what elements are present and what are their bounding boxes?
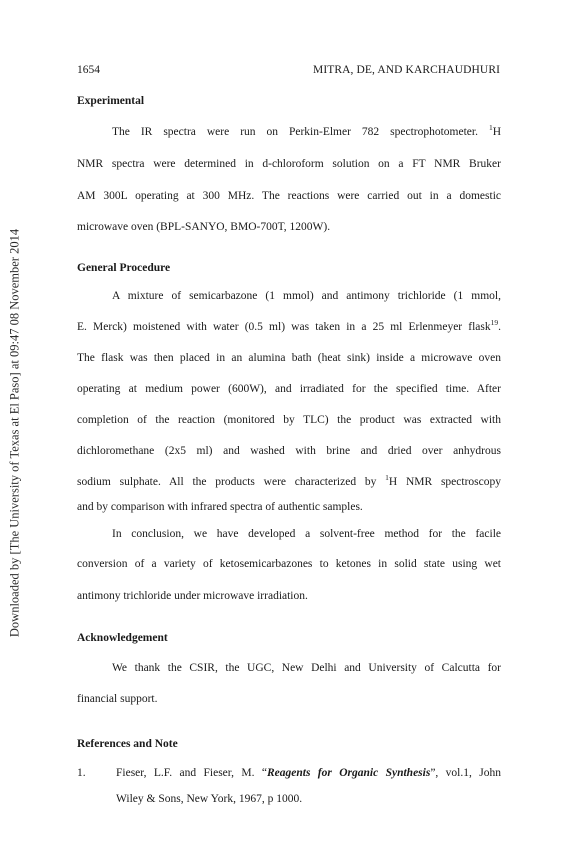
experimental-line: AM 300L operating at 300 MHz. The reactions were carried out in a domestic [77, 190, 501, 202]
procedure-line: sodium sulphate. All the products were characterized by $^1$H NMR spectroscopy [77, 473, 501, 488]
procedure-line: operating at medium power (600W), and irradiated for the specified time. After [77, 383, 501, 395]
download-note: Downloaded by [The University of Texas at El Paso] at 09:47 08 November 2014 [7, 228, 22, 638]
procedure-line: The flask was then placed in an alumina bath (heat sink) inside a microwave oven [77, 352, 501, 364]
procedure-line: A mixture of semicarbazone (1 mmol) and antimony trichloride (1 mmol, [112, 290, 501, 302]
general-procedure-heading: General Procedure [77, 262, 171, 274]
acknowledgement-line: financial support. [77, 693, 158, 705]
experimental-line: The IR spectra were run on Perkin-Elmer 782 spectrophotometer. $^1$H [112, 123, 501, 138]
acknowledgement-heading: Acknowledgement [77, 632, 168, 644]
procedure-line: and by comparison with infrared spectra of authentic samples. [77, 501, 363, 513]
conclusion-line: In conclusion, we have developed a solvent-free method for the facile [112, 528, 501, 540]
reference-number: 1. [77, 767, 86, 779]
conclusion-line: antimony trichloride under microwave irradiation. [77, 590, 308, 602]
procedure-line: dichloromethane (2x5 ml) and washed with brine and dried over anhydrous [77, 445, 501, 457]
running-head: MITRA, DE, AND KARCHAUDHURI [313, 64, 501, 76]
experimental-line: NMR spectra were determined in d-chloroform solution on a FT NMR Bruker [77, 158, 501, 170]
reference-line: Wiley & Sons, New York, 1967, p 1000. [116, 793, 303, 805]
reference-title: Reagents for Organic Synthesis [266, 767, 431, 779]
procedure-line: completion of the reaction (monitored by TLC) the product was extracted with [77, 414, 501, 426]
download-sidebar [0, 0, 30, 864]
acknowledgement-line: We thank the CSIR, the UGC, New Delhi and University of Calcutta for [112, 662, 501, 674]
experimental-line: microwave oven (BPL-SANYO, BMO-700T, 1200W). [77, 221, 331, 233]
experimental-heading: Experimental [77, 95, 145, 107]
conclusion-line: conversion of a variety of ketosemicarbazones to ketones in solid state using wet [77, 558, 501, 570]
references-heading: References and Note [77, 738, 178, 750]
reference-line: Fieser, L.F. and Fieser, M. “Reagents for Organic Synthesis”, vol.1, John [116, 767, 501, 779]
page-number: 1654 [77, 64, 100, 76]
procedure-line: E. Merck) moistened with water (0.5 ml) was taken in a 25 ml Erlenmeyer flask$^{19}$. [77, 318, 501, 333]
